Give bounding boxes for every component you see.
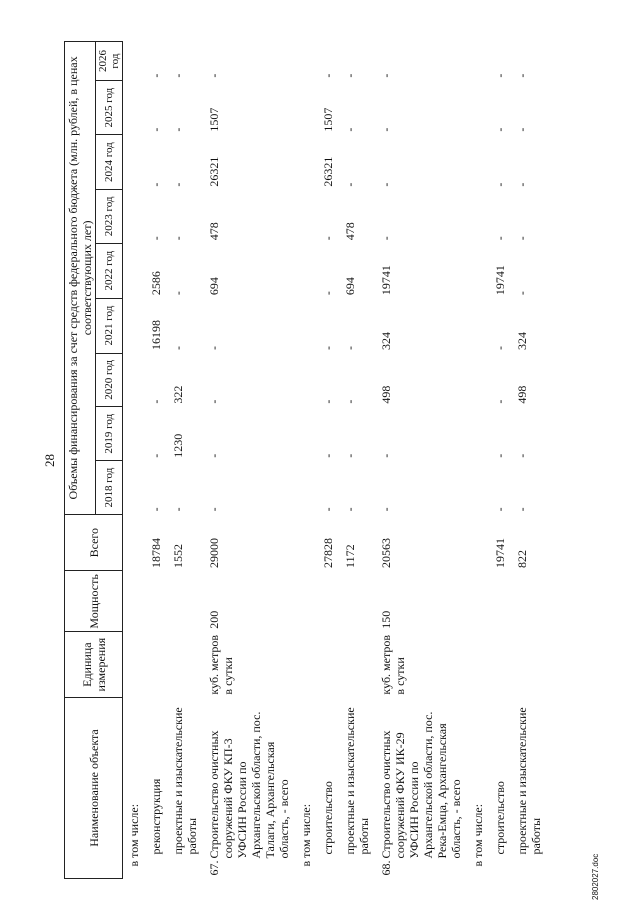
power-cell bbox=[145, 571, 167, 632]
unit-cell bbox=[489, 632, 511, 698]
year-value-cell bbox=[467, 461, 489, 515]
year-value-cell: - bbox=[171, 346, 185, 351]
power-cell bbox=[467, 571, 489, 632]
table-row bbox=[339, 42, 375, 879]
table-row bbox=[317, 42, 339, 879]
header-row-1 bbox=[65, 42, 96, 879]
table-row bbox=[167, 42, 203, 879]
power-cell bbox=[317, 571, 339, 632]
year-value-cell: 26321 bbox=[321, 156, 335, 187]
year-value-cell: - bbox=[493, 73, 507, 78]
year-value-cell: - bbox=[343, 127, 357, 132]
year-value-cell: 324 bbox=[379, 332, 393, 351]
year-value-cell: 2586 bbox=[149, 271, 163, 296]
header-year: 2025 год bbox=[96, 81, 123, 135]
power-cell bbox=[123, 571, 146, 632]
year-value-cell: - bbox=[207, 73, 221, 78]
total-cell: 19741 bbox=[493, 537, 507, 568]
year-value-cell: - bbox=[343, 453, 357, 458]
year-value-cell: - bbox=[321, 291, 335, 296]
header-unit: Единица измерения bbox=[65, 632, 123, 698]
year-value-cell: 19741 bbox=[379, 265, 393, 296]
table-row bbox=[467, 42, 489, 879]
total-cell bbox=[123, 514, 146, 571]
table-row bbox=[511, 42, 547, 879]
year-value-cell bbox=[123, 190, 146, 244]
row-name-cell bbox=[339, 698, 375, 879]
year-value-cell bbox=[295, 135, 317, 190]
table-body bbox=[123, 42, 548, 879]
year-value-cell: 694 bbox=[343, 277, 357, 296]
year-value-cell bbox=[295, 407, 317, 461]
unit-cell: куб. метров в сутки bbox=[379, 634, 407, 695]
unit-cell bbox=[317, 632, 339, 698]
header-year: 2023 год bbox=[96, 190, 123, 244]
year-value-cell: - bbox=[171, 291, 185, 296]
row-name-cell bbox=[145, 698, 167, 879]
total-cell: 1552 bbox=[171, 543, 185, 568]
header-year: 2021 год bbox=[96, 298, 123, 353]
year-value-cell: - bbox=[343, 346, 357, 351]
year-value-cell: - bbox=[171, 127, 185, 132]
header-total: Всего bbox=[65, 514, 123, 571]
year-value-cell: - bbox=[493, 346, 507, 351]
year-value-cell: - bbox=[343, 182, 357, 187]
row-name-cell bbox=[467, 698, 489, 879]
header-year: 2022 год bbox=[96, 243, 123, 298]
year-value-cell: - bbox=[343, 399, 357, 404]
row-name-cell bbox=[167, 698, 203, 879]
year-value-cell: - bbox=[493, 127, 507, 132]
total-cell: 20563 bbox=[379, 537, 393, 568]
year-value-cell: - bbox=[493, 182, 507, 187]
year-value-cell bbox=[467, 190, 489, 244]
financing-table bbox=[64, 41, 547, 879]
total-cell: 27828 bbox=[321, 537, 335, 568]
year-value-cell bbox=[123, 42, 146, 81]
year-value-cell: - bbox=[171, 236, 185, 241]
power-cell bbox=[295, 571, 317, 632]
row-name-cell bbox=[295, 698, 317, 879]
year-value-cell: - bbox=[171, 73, 185, 78]
year-value-cell: - bbox=[379, 453, 393, 458]
year-value-cell bbox=[123, 407, 146, 461]
year-value-cell: 498 bbox=[379, 385, 393, 404]
year-value-cell: - bbox=[493, 507, 507, 512]
year-value-cell: - bbox=[515, 127, 529, 132]
unit-cell bbox=[295, 632, 317, 698]
total-cell: 822 bbox=[515, 549, 529, 568]
row-name-cell bbox=[203, 698, 295, 879]
year-value-cell: - bbox=[321, 507, 335, 512]
year-value-cell: - bbox=[515, 182, 529, 187]
year-value-cell: - bbox=[321, 73, 335, 78]
year-value-cell bbox=[467, 135, 489, 190]
row-label: Строительство очистных сооружений ФКУ КП-3 УФСИН России по Архангельской области, пос. Талаги, Архангельская область, - всего bbox=[207, 711, 291, 859]
year-value-cell: 498 bbox=[515, 385, 529, 404]
total-cell bbox=[467, 514, 489, 571]
year-value-cell bbox=[123, 81, 146, 135]
power-cell bbox=[489, 571, 511, 632]
year-value-cell: - bbox=[379, 182, 393, 187]
table-row bbox=[203, 42, 295, 879]
year-value-cell: - bbox=[321, 399, 335, 404]
table-row bbox=[145, 42, 167, 879]
year-value-cell: - bbox=[515, 507, 529, 512]
table-row bbox=[375, 42, 467, 879]
year-value-cell bbox=[123, 353, 146, 407]
power-cell: 150 bbox=[379, 610, 393, 629]
year-value-cell: - bbox=[149, 73, 163, 78]
year-value-cell bbox=[295, 298, 317, 353]
year-value-cell: - bbox=[321, 453, 335, 458]
total-cell: 29000 bbox=[207, 537, 221, 568]
row-name-cell bbox=[123, 698, 146, 879]
row-label: в том числе: bbox=[471, 803, 485, 867]
year-value-cell: 324 bbox=[515, 332, 529, 351]
power-cell bbox=[167, 571, 203, 632]
year-value-cell bbox=[467, 407, 489, 461]
unit-cell: куб. метров в сутки bbox=[207, 634, 235, 695]
entry-number: 67. bbox=[207, 860, 221, 876]
year-value-cell: 478 bbox=[207, 222, 221, 241]
table-row bbox=[123, 42, 146, 879]
row-label: строительство bbox=[321, 781, 335, 855]
year-value-cell bbox=[295, 190, 317, 244]
year-value-cell: - bbox=[207, 346, 221, 351]
year-value-cell bbox=[295, 353, 317, 407]
header-name: Наименование объекта bbox=[65, 698, 123, 879]
year-value-cell: 1507 bbox=[321, 107, 335, 132]
year-value-cell: - bbox=[379, 507, 393, 512]
year-value-cell: - bbox=[493, 453, 507, 458]
year-value-cell bbox=[467, 81, 489, 135]
year-value-cell: - bbox=[343, 507, 357, 512]
power-cell: 200 bbox=[207, 610, 221, 629]
row-label: проектные и изыскательские работы bbox=[343, 707, 371, 855]
row-label: строительство bbox=[493, 781, 507, 855]
year-value-cell: - bbox=[207, 507, 221, 512]
year-value-cell: - bbox=[515, 236, 529, 241]
year-value-cell bbox=[467, 243, 489, 298]
year-value-cell: - bbox=[149, 399, 163, 404]
year-value-cell: - bbox=[171, 507, 185, 512]
year-value-cell bbox=[295, 243, 317, 298]
header-year: 2024 год bbox=[96, 135, 123, 190]
header-year: 2026 год bbox=[96, 42, 123, 81]
row-label: в том числе: bbox=[127, 803, 141, 867]
row-name-cell bbox=[375, 698, 467, 879]
row-name-cell bbox=[489, 698, 511, 879]
year-value-cell: - bbox=[493, 236, 507, 241]
row-label: проектные и изыскательские работы bbox=[515, 707, 543, 855]
year-value-cell: - bbox=[493, 399, 507, 404]
year-value-cell bbox=[467, 298, 489, 353]
entry-number: 68. bbox=[379, 860, 393, 876]
row-name-cell bbox=[511, 698, 547, 879]
year-value-cell bbox=[467, 42, 489, 81]
year-value-cell: - bbox=[515, 73, 529, 78]
year-value-cell: 1507 bbox=[207, 107, 221, 132]
total-cell: 18784 bbox=[149, 537, 163, 568]
year-value-cell: - bbox=[207, 399, 221, 404]
year-value-cell: - bbox=[149, 127, 163, 132]
year-value-cell: 1230 bbox=[171, 433, 185, 458]
year-value-cell bbox=[467, 353, 489, 407]
unit-cell bbox=[123, 632, 146, 698]
year-value-cell: - bbox=[379, 73, 393, 78]
year-value-cell: - bbox=[379, 127, 393, 132]
page-number: 28 bbox=[42, 454, 57, 467]
row-label: проектные и изыскательские работы bbox=[171, 707, 199, 855]
year-value-cell bbox=[123, 135, 146, 190]
year-value-cell: - bbox=[321, 346, 335, 351]
year-value-cell: - bbox=[149, 182, 163, 187]
year-value-cell: - bbox=[149, 507, 163, 512]
total-cell bbox=[295, 514, 317, 571]
unit-cell bbox=[167, 632, 203, 698]
year-value-cell bbox=[295, 461, 317, 515]
year-value-cell: - bbox=[515, 453, 529, 458]
year-value-cell: - bbox=[171, 182, 185, 187]
row-name-cell bbox=[317, 698, 339, 879]
power-cell bbox=[339, 571, 375, 632]
row-label: Строительство очистных сооружений ФКУ ИК-29 УФСИН России по Архангельской области, пос. Река-Емца, Архангельская область, - всего bbox=[379, 711, 463, 859]
header-year: 2020 год bbox=[96, 353, 123, 407]
header-funding: Объемы финансирования за счет средств федерального бюджета (млн. рублей, в ценах соответствующих лет) bbox=[65, 42, 96, 515]
unit-cell bbox=[467, 632, 489, 698]
year-value-cell bbox=[123, 298, 146, 353]
year-value-cell: 478 bbox=[343, 222, 357, 241]
unit-cell bbox=[145, 632, 167, 698]
row-label: реконструкция bbox=[149, 778, 163, 855]
year-value-cell: - bbox=[149, 236, 163, 241]
table-row bbox=[489, 42, 511, 879]
year-value-cell: - bbox=[149, 453, 163, 458]
power-cell bbox=[511, 571, 547, 632]
year-value-cell: - bbox=[321, 236, 335, 241]
header-power: Мощность bbox=[65, 571, 123, 632]
header-year: 2018 год bbox=[96, 461, 123, 515]
year-value-cell: - bbox=[207, 453, 221, 458]
year-value-cell: 16198 bbox=[149, 320, 163, 351]
year-value-cell bbox=[123, 461, 146, 515]
year-value-cell: 19741 bbox=[493, 265, 507, 296]
year-value-cell bbox=[295, 42, 317, 81]
doc-code: 2802027.doc bbox=[591, 853, 600, 900]
year-value-cell: - bbox=[343, 73, 357, 78]
year-value-cell: - bbox=[515, 291, 529, 296]
total-cell: 1172 bbox=[343, 544, 357, 568]
year-value-cell: 694 bbox=[207, 277, 221, 296]
unit-cell bbox=[339, 632, 375, 698]
year-value-cell: - bbox=[379, 236, 393, 241]
year-value-cell: 322 bbox=[171, 385, 185, 404]
row-label: в том числе: bbox=[299, 803, 313, 867]
header-year: 2019 год bbox=[96, 407, 123, 461]
year-value-cell: 26321 bbox=[207, 156, 221, 187]
unit-cell bbox=[511, 632, 547, 698]
year-value-cell bbox=[295, 81, 317, 135]
year-value-cell bbox=[123, 243, 146, 298]
table-row bbox=[295, 42, 317, 879]
